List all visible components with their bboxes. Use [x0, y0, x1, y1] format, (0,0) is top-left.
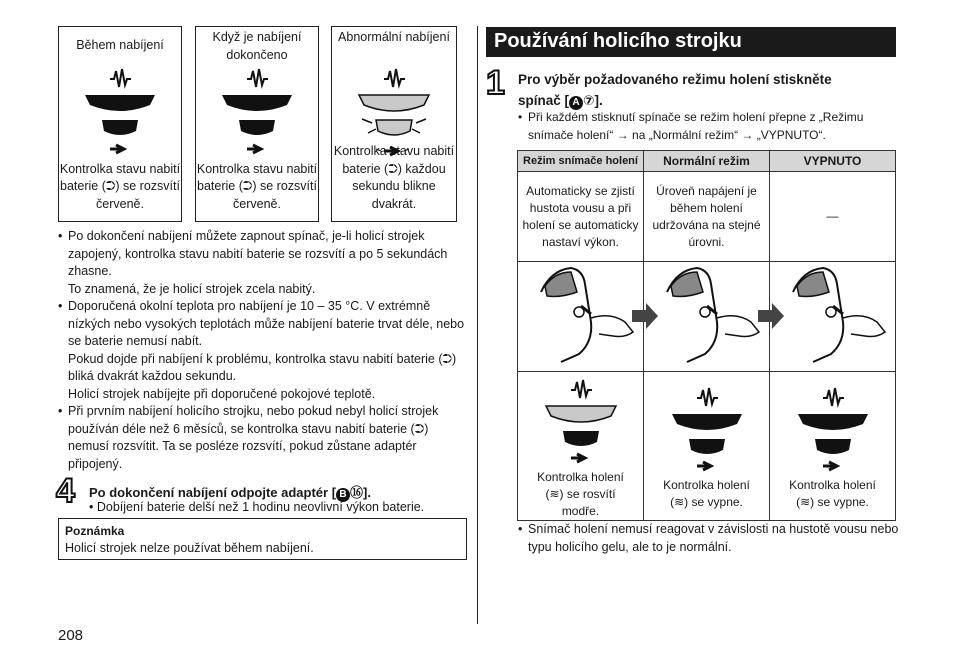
box-title: Když je nabíjení dokončeno	[212, 30, 302, 62]
note-text: Holicí strojek nelze používat během nabíjení.	[65, 541, 314, 555]
charging-box-abnormal	[331, 26, 457, 222]
shaver-illustration-cell	[644, 262, 770, 372]
arrow-right-icon	[756, 301, 786, 331]
footnote: • Snímač holení nemusí reagovat v závislosti na hustotě vousu nebo typu holicího gelu, ale to je normální.	[518, 522, 899, 554]
ref-number: ⑦	[583, 93, 595, 108]
table-header: Režim snímače holení	[518, 151, 644, 172]
shaving-modes-table	[517, 150, 896, 521]
column-divider	[477, 26, 478, 624]
charging-complete-indicator-icon	[217, 65, 297, 155]
table-header: Normální režim	[644, 151, 770, 172]
step-title: Pro výběr požadovaného režimu holení stiskněte spínač [ A ⑦].	[518, 72, 832, 108]
step-note: • Dobíjení baterie delší než 1 hodinu neovlivní výkon baterie.	[89, 500, 425, 514]
shaver-illustration-cell	[518, 262, 644, 372]
footnote-text: Snímač holení nemusí reagovat v závislosti na hustotě vousu nebo typu holicího gelu, ale to je normální.	[528, 522, 899, 554]
indicator-caption: Kontrolka holení (≋) se rosvítí modře.	[537, 470, 624, 518]
table-header: VYPNUTO	[770, 151, 896, 172]
ref-number: ⑯	[350, 485, 364, 500]
indicator-cell	[644, 372, 770, 521]
note-heading: Poznámka	[65, 524, 125, 538]
note-text: • Při prvním nabíjení holicího strojku, nebo pokud nebyl holicí strojek používán déle než 6 měsíců, se kontrolka stavu nabití baterie (⮊) nemusí rozsvítit. Ta se posléze rozsvítí, pokud zůstane adaptér připojený.	[68, 404, 439, 471]
indicator-caption: Kontrolka holení (≋) se vypne.	[663, 478, 750, 509]
step-number: 4	[56, 472, 75, 510]
box-caption: Kontrolka stavu nabití baterie (⮊) každou sekundu blikne dvakrát.	[333, 144, 455, 211]
note-subtext: Pokud dojde při nabíjení k problému, kontrolka stavu nabití baterie (⮊) bliká dvakrát každou sekundu.	[68, 351, 457, 383]
box-title: Abnormální nabíjení	[338, 30, 450, 44]
list-item	[58, 228, 468, 298]
section-heading	[486, 27, 896, 57]
shaving-indicator-off-icon	[793, 384, 873, 472]
charging-box-complete	[195, 26, 319, 222]
note-subtext: Holicí strojek nabíjejte při doporučené pokojové teplotě.	[68, 386, 376, 401]
charging-notes	[58, 228, 468, 473]
shaver-illustration-cell	[770, 262, 896, 372]
charging-box-during	[58, 26, 182, 222]
shaving-indicator-lit-icon	[541, 376, 621, 464]
box-title: Během nabíjení	[76, 38, 164, 52]
note-subtext: To znamená, že je holicí strojek zcela nabitý.	[68, 281, 316, 296]
shaver-hand-illustration	[647, 262, 767, 366]
page-number: 208	[58, 627, 84, 644]
step-note: • Při každém stisknutí spínače se režim holení přepne z „Režimu snímače holení“ → na „Normální režim“ → „VYPNUTO“.	[518, 110, 864, 142]
note-box	[58, 518, 467, 560]
indicator-cell	[518, 372, 644, 521]
note-text: • Doporučená okolní teplota pro nabíjení je 10 – 35 °C. V extrémně nízkých nebo vysokých teplotách může nabíjení baterie trvat déle, nebo se baterie nemusí nabít.	[68, 299, 465, 348]
step-note-text: Při každém stisknutí spínače se režim holení přepne z „Režimu snímače holení“ → na „Normální režim“ → „VYPNUTO“.	[528, 110, 864, 142]
table-cell: —	[770, 172, 896, 262]
table-cell: Automaticky se zjistí hustota vousu a při holení se automaticky nastaví výkon.	[518, 172, 644, 262]
indicator-cell	[770, 372, 896, 521]
note-text: • Po dokončení nabíjení můžete zapnout spínač, je-li holicí strojek zapojený, kontrolka stavu nabití baterie se rozsvítí a po 5 sekundách zhasne.	[68, 229, 448, 278]
box-caption: Kontrolka stavu nabití baterie (⮊) se rozsvítí červeně.	[196, 161, 318, 211]
ref-letter-icon: B	[336, 488, 350, 502]
table-cell: Úroveň napájení je během holení udržována na stejné úrovni.	[644, 172, 770, 262]
step-title: Po dokončení nabíjení odpojte adaptér [ B ⑯].	[89, 485, 371, 500]
charging-indicator-on-icon	[80, 65, 160, 155]
shaver-hand-illustration	[521, 262, 641, 366]
indicator-caption: Kontrolka holení (≋) se vypne.	[789, 478, 876, 509]
ref-letter-icon: A	[569, 96, 583, 110]
section-heading-text: Používání holicího strojku	[494, 30, 742, 52]
shaving-indicator-off-icon	[667, 384, 747, 472]
arrow-right-icon	[630, 301, 660, 331]
shaver-hand-illustration	[773, 262, 893, 366]
list-item	[58, 298, 468, 403]
step-note-text: Dobíjení baterie delší než 1 hodinu neovlivní výkon baterie.	[96, 500, 425, 514]
step-number: 1	[486, 64, 505, 102]
box-caption: Kontrolka stavu nabití baterie (⮊) se rozsvítí červeně.	[59, 161, 181, 211]
list-item	[58, 403, 468, 473]
